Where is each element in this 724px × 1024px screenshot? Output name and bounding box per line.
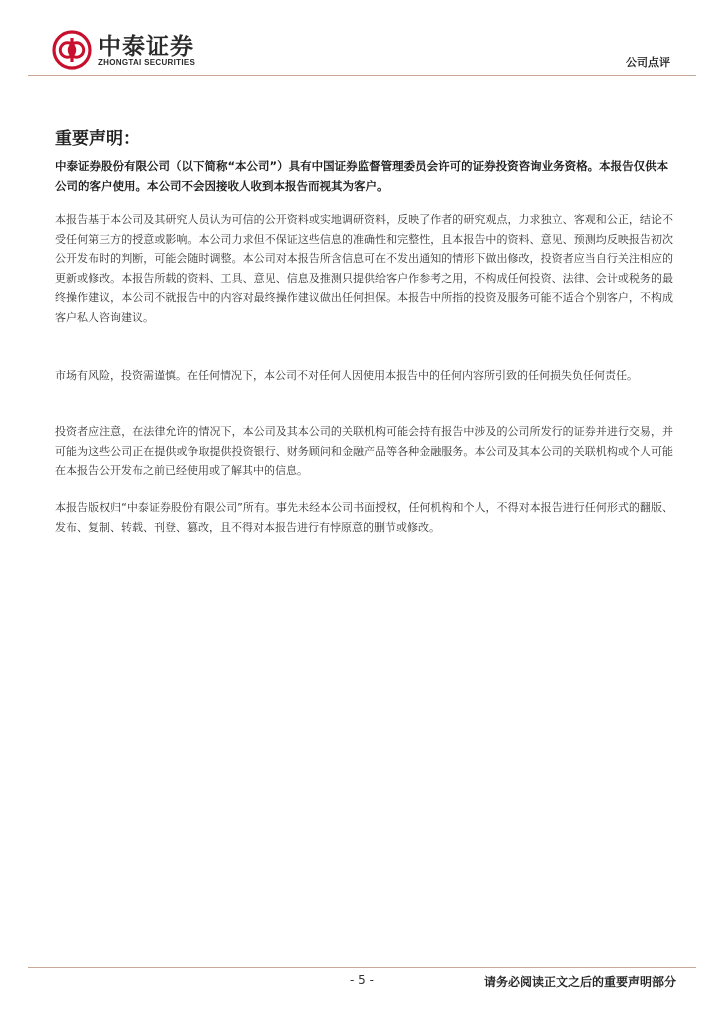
page-title: 重要声明：: [55, 129, 140, 149]
logo-chinese-name: 中泰证券: [98, 34, 194, 60]
logo-english-name: ZHONGTAI SECURITIES: [98, 58, 196, 67]
zhongtai-logo-icon: [52, 30, 92, 70]
disclaimer-paragraph-4: 本报告版权归“中泰证券股份有限公司”所有。事先未经本公司书面授权，任何机构和个人，不得对本报告进行任何形式的翻版、发布、复制、转载、刊登、篡改，且不得对本报告进行有悖原意的删节或修改。: [55, 501, 673, 534]
footer-divider: [28, 967, 696, 968]
intro-statement: 中泰证券股份有限公司（以下简称“本公司”）具有中国证券监督管理委员会许可的证券投资咨询业务资格。本报告仅供本公司的客户使用。本公司不会因接收人收到本报告而视其为客户。: [55, 159, 669, 193]
footer-note: 请务必阅读正文之后的重要声明部分: [483, 975, 676, 989]
disclaimer-paragraph-1: 本报告基于本公司及其研究人员认为可信的公开资料或实地调研资料，反映了作者的研究观点，力求独立、客观和公正，结论不受任何第三方的授意或影响。本公司力求但不保证这些信息的准确性和完整性，且本报告中的资料、意见、预测均反映报告初次公开发布时的判断，可能会随时调整。本公司对本报告所含信息可在不发出通知的情形下做出修改，投资者应当自行关注相应的更新或修改。本报告所载的资料、工具、意见、信息及推测只提供给客户作参考之用，不构成任何投资、法律、会计或税务的最终操作建议，本公司不就报告中的内容对最终操作建议做出任何担保。本报告中所指的投资及服务可能不适合个别客户，不构成客户私人咨询建议。: [55, 213, 673, 324]
header-divider: [28, 75, 696, 76]
disclaimer-paragraph-2: 市场有风险，投资需谨慎。在任何情况下，本公司不对任何人因使用本报告中的任何内容所引致的任何损失负任何责任。: [55, 369, 638, 382]
page-number: - 5 -: [350, 973, 374, 987]
company-logo: [52, 30, 222, 72]
document-type: 公司点评: [626, 56, 670, 69]
disclaimer-paragraph-3: 投资者应注意，在法律允许的情况下，本公司及其本公司的关联机构可能会持有报告中涉及的公司所发行的证券并进行交易，并可能为这些公司正在提供或争取提供投资银行、财务顾问和金融产品等各种金融服务。本公司及其本公司的关联机构或个人可能在本报告公开发布之前已经使用或了解其中的信息。: [55, 425, 673, 477]
page-header: [0, 0, 724, 80]
